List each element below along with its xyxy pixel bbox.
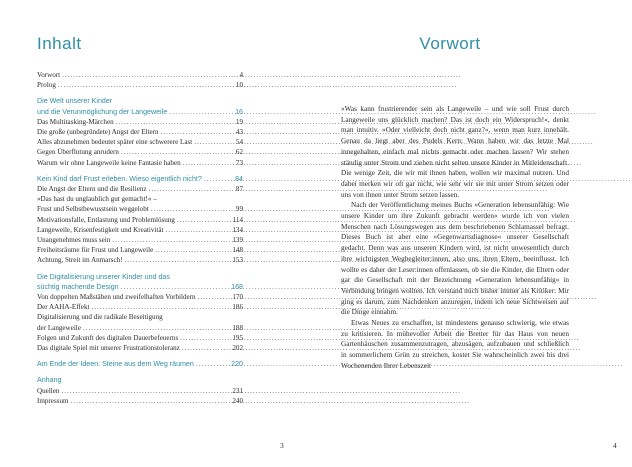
toc-entry-title: Achtung, Streit im Anmarsch! bbox=[37, 256, 123, 265]
section-heading-entry-page: 16 bbox=[235, 107, 243, 116]
leader-dots bbox=[149, 184, 234, 194]
toc-entry-title: Der AAHA-Effekt bbox=[37, 303, 90, 312]
toc-entry bbox=[37, 343, 243, 353]
toc-entry-title: Freiheitsräume für Frust und Langeweile bbox=[37, 246, 154, 255]
toc-entry bbox=[37, 235, 243, 245]
leader-dots bbox=[112, 235, 230, 245]
toc-section-heading bbox=[37, 174, 243, 184]
toc-entry-title: Das digitale Spiel mit unserer Frustrationstoleranz bbox=[37, 344, 180, 353]
toc-entry-title: Warum wir ohne Langeweile keine Fantasie haben bbox=[37, 158, 181, 167]
toc-entry bbox=[37, 255, 243, 265]
toc-section-heading bbox=[37, 375, 243, 385]
toc-entry-page: 54 bbox=[235, 138, 243, 147]
toc-entry-title: Gegen Überflutung anrudern bbox=[37, 148, 119, 157]
leader-dots bbox=[169, 107, 233, 117]
toc-section bbox=[37, 174, 243, 266]
toc-entry bbox=[37, 80, 243, 90]
leader-dots bbox=[71, 396, 231, 406]
toc-entry-page: 10 bbox=[235, 81, 243, 90]
leader-dots bbox=[83, 323, 230, 333]
toc-entry-title: Von doppelten Maßstäben und zweifelhaften Vorbildern bbox=[37, 293, 196, 302]
leader-dots bbox=[177, 215, 231, 225]
leader-dots bbox=[116, 117, 234, 127]
toc-section bbox=[37, 96, 243, 167]
toc-entry-title: Digitalisierung und die radikale Beseitigung bbox=[37, 313, 163, 322]
toc-entry-page: 87 bbox=[235, 185, 243, 194]
section-heading-entry bbox=[37, 174, 243, 184]
chapter-heading: Vorwort bbox=[419, 34, 481, 53]
toc-heading: Inhalt bbox=[37, 34, 82, 53]
toc-entry-page: 99 bbox=[235, 205, 243, 214]
leader-dots bbox=[121, 282, 230, 292]
toc-entry bbox=[37, 204, 243, 214]
section-heading-entry-title: Am Ende der Ideen: Steine aus dem Weg räumen bbox=[37, 360, 194, 369]
leader-dots bbox=[182, 343, 231, 353]
toc-section-heading bbox=[37, 272, 243, 292]
toc-entry bbox=[37, 292, 243, 302]
toc-entry-title: Langeweile, Krisenfestigkeit und Kreativität bbox=[37, 225, 164, 234]
toc-entry bbox=[37, 117, 243, 127]
paragraph: »Was kann frustrierender sein als Langeweile – und wie soll Frust durch Langeweile uns glücklich machen? Das ist doch ein Widerspruch!«, denkt man intuitiv. »Oder vielleicht doch nicht ganz?«, wenn man kurz innehält. Genau da liegt aber des Pudels Kern: Wann haben wir das letzte Mal innegehalten, einfach mal nichts gemacht oder machen lassen? Wir stehen ständig unter Strom und ziehen nicht selten unsere Kinder in Mitleidenschaft. Die wenige Zeit, die wir mit ihnen haben, wollen wir maximal nutzen. Und dabei merken wir oft gar nicht, wie sehr wir sie mit unter Strom setzen oder uns von ihnen unter Strom setzen lassen. bbox=[341, 105, 569, 199]
toc-entry-title: Motivationsfalle, Entlastung und Problemlösung bbox=[37, 215, 175, 224]
leader-dots bbox=[204, 174, 233, 184]
page-number-right: 4 bbox=[613, 441, 617, 450]
section-heading-entry-page: 84 bbox=[235, 174, 243, 183]
toc-entry-page: 134 bbox=[232, 225, 243, 234]
toc-entry-title: der Langeweile bbox=[37, 323, 81, 332]
toc-entry bbox=[37, 302, 243, 312]
toc-entry bbox=[37, 333, 243, 343]
leader-dots bbox=[183, 158, 234, 168]
leader-dots bbox=[180, 333, 230, 343]
leader-dots bbox=[121, 147, 234, 157]
toc-entry-title: Das Multitasking-Märchen bbox=[37, 117, 114, 126]
leader-dots bbox=[196, 359, 229, 369]
section-heading-entry-page: 168 bbox=[231, 282, 243, 291]
toc-entry-page: 139 bbox=[232, 236, 243, 245]
toc-entry-title: Vorwort bbox=[37, 71, 61, 79]
toc-entry-page: 170 bbox=[232, 293, 243, 302]
section-heading-entry bbox=[37, 282, 243, 292]
leader-dots bbox=[155, 245, 230, 255]
toc-section bbox=[37, 375, 243, 406]
leader-dots bbox=[125, 255, 231, 265]
section-heading-line: Die Welt unserer Kinder bbox=[37, 97, 113, 106]
toc-entry-title: Unangenehmes muss sein bbox=[37, 236, 111, 245]
section-heading-entry-title: süchtig machende Design bbox=[37, 282, 119, 291]
toc-entry-page: 195 bbox=[232, 333, 243, 342]
toc-intro bbox=[37, 70, 243, 90]
section-heading-entry-page: 220 bbox=[231, 360, 243, 369]
toc-entry-title: Quellen bbox=[37, 386, 60, 395]
page-right bbox=[300, 0, 617, 467]
section-heading-line: Anhang bbox=[37, 376, 62, 385]
toc-entry-page: 43 bbox=[235, 128, 243, 137]
section-heading-entry bbox=[37, 107, 243, 117]
paragraph: Nach der Veröffentlichung meines Buchs »Generation lebensunfähig: Wie unsere Kinder um ihre Zukunft gebracht werden« wurde ich von vielen Menschen nach Lösungswegen aus dem beschriebenen Schlamassel befragt. Dieses Buch ist aber eine »Gegenwartsdiagnose« unserer Gesellschaft gedacht. Denn was aus unseren Kindern wird, ist nicht unwesentlich durch ihre wichtigsten Wegbegleiter:innen, also uns, ihren Eltern, beeinflusst. Ich wollte es daher der Leser:innen offenlassen, ob sie die Kinder, die Eltern oder gar die Gesellschaft mit der Bezeichnung »Generation lebensunfähig« in Verbindung bringen wollten. Ich verstand mich bisher immer als Kritiker: Mir ging es darum, zum Nachdenken anzuregen, indem ich neue Sichtweisen auf die Dinge einnahm. bbox=[341, 201, 569, 317]
toc-entry-page: 240 bbox=[232, 396, 243, 405]
leader-dots bbox=[58, 80, 234, 90]
toc-entry bbox=[37, 147, 243, 157]
toc-section-heading bbox=[37, 359, 243, 369]
toc-entry-page: 231 bbox=[232, 386, 243, 395]
toc-entry bbox=[37, 127, 243, 137]
toc-entry bbox=[37, 312, 243, 322]
toc-entry bbox=[37, 137, 243, 147]
leader-dots bbox=[194, 137, 234, 147]
section-heading-line: Die Digitalisierung unserer Kinder und das bbox=[37, 272, 170, 281]
chapter-body bbox=[341, 104, 569, 372]
toc-entry-page: 19 bbox=[235, 117, 243, 126]
toc-entry-page: 62 bbox=[235, 148, 243, 157]
toc-entry-title: Die Angst der Eltern und die Resilienz bbox=[37, 185, 147, 194]
toc-entry bbox=[37, 184, 243, 194]
leader-dots bbox=[165, 225, 230, 235]
toc-entry-title: »Das hast du unglaublich gut gemacht!« – bbox=[37, 195, 157, 204]
toc-entry bbox=[37, 158, 243, 168]
section-heading-entry-title: Kein Kind darf Frust erleben. Wieso eigentlich nicht? bbox=[37, 174, 202, 183]
toc-entry bbox=[37, 386, 243, 396]
toc-entry-page: 202 bbox=[232, 344, 243, 353]
page-left bbox=[0, 0, 300, 467]
toc-entry-page: 153 bbox=[232, 256, 243, 265]
toc-entry bbox=[37, 396, 243, 406]
leader-dots bbox=[62, 70, 237, 80]
toc-entry bbox=[37, 215, 243, 225]
toc-entry-page: 186 bbox=[232, 303, 243, 312]
toc-entry-page: 114 bbox=[232, 215, 243, 224]
toc-entry-page: 188 bbox=[232, 323, 243, 332]
leader-dots bbox=[61, 386, 230, 396]
toc-entry-title: Frust und Selbstbewusstsein weggelobt bbox=[37, 205, 149, 214]
section-heading-entry bbox=[37, 359, 243, 369]
toc-section bbox=[37, 272, 243, 354]
toc-entry bbox=[37, 323, 243, 333]
section-heading-entry-title: und die Verunmöglichung der Langeweile bbox=[37, 107, 168, 116]
leader-dots bbox=[151, 204, 234, 214]
toc-entry-title: Folgen und Zukunft des digitalen Dauerbefeuerns bbox=[37, 333, 179, 342]
toc-entry-title: Prolog bbox=[37, 81, 56, 90]
toc-section-heading bbox=[37, 96, 243, 116]
toc-entry bbox=[37, 70, 243, 80]
leader-dots bbox=[198, 292, 231, 302]
toc-entry bbox=[37, 245, 243, 255]
toc-entry-title: Alles abzunehmen bedeutet später eine schwerere Last bbox=[37, 138, 193, 147]
toc-entry bbox=[37, 194, 243, 204]
toc-entry-page: 73 bbox=[235, 158, 243, 167]
toc-entry-title: Die große (unbegründete) Angst der Eltern bbox=[37, 128, 159, 137]
page-number-left: 3 bbox=[280, 441, 284, 450]
toc-entry bbox=[37, 225, 243, 235]
leader-dots bbox=[161, 127, 234, 137]
toc-entry-page: 4 bbox=[239, 71, 243, 79]
table-of-contents bbox=[37, 70, 243, 412]
paragraph: Etwas Neues zu erschaffen, ist mindestens genauso schwierig, wie etwas zu kritisieren. In mühevoller Arbeit die Bretter für das Haus von neuen Gartenhäuschen zusammenzutragen, abzusägen, aufzubauen und schließlich in sommerlichem Grün zu streichen, kostet Sie wahrscheinlich zwei bis drei Wochenenden Ihrer Lebenszeit bbox=[341, 319, 569, 370]
leader-dots bbox=[91, 302, 230, 312]
toc-entry-title: Impressum bbox=[37, 396, 69, 405]
toc-section bbox=[37, 359, 243, 369]
toc-entry-page: 148 bbox=[232, 246, 243, 255]
